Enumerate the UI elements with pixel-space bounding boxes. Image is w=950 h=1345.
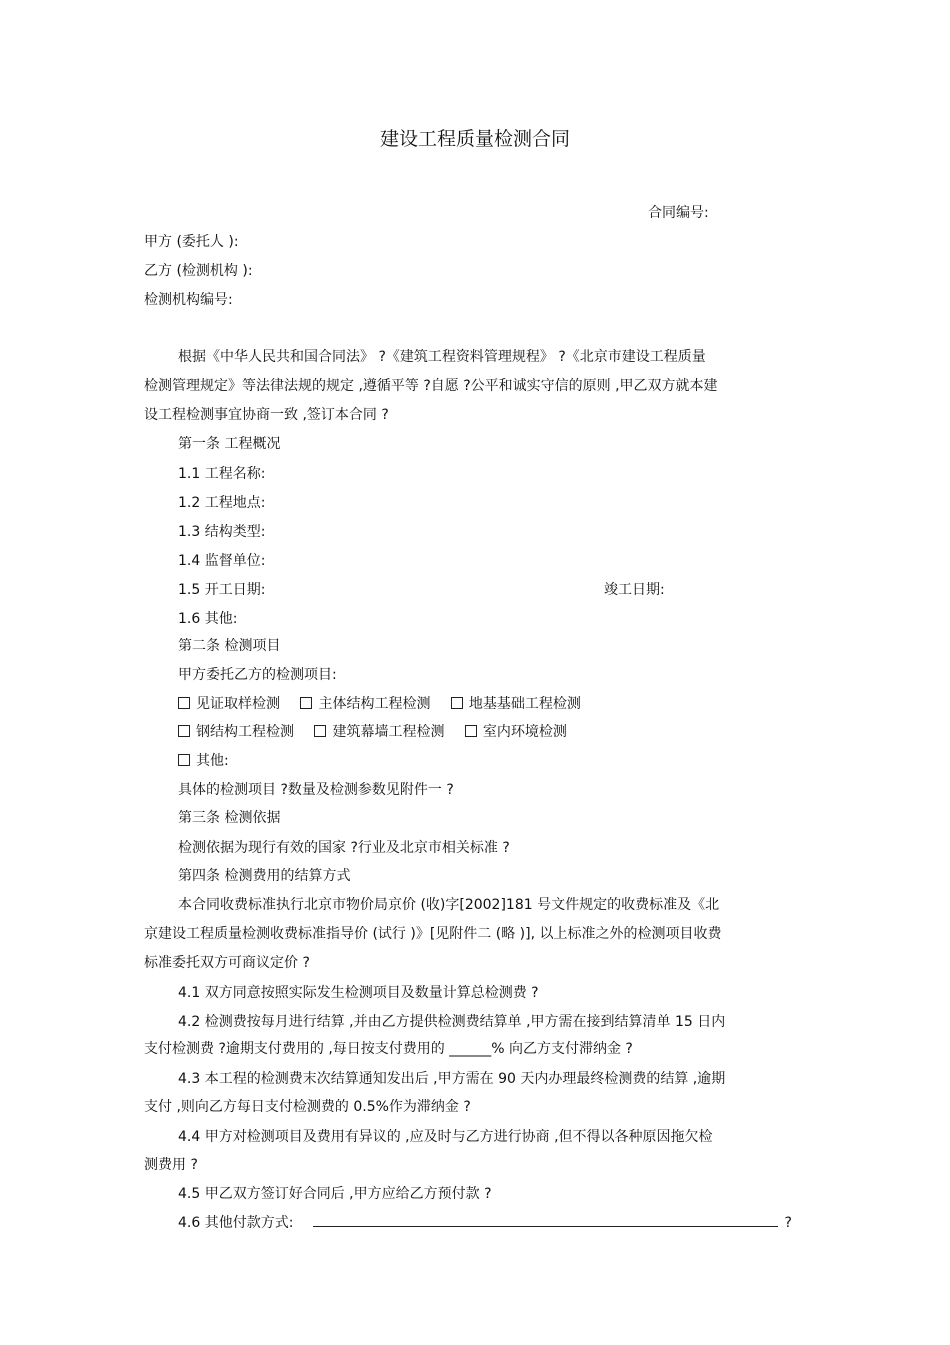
party-a-label: 甲方 (委托人 ): xyxy=(144,234,239,250)
clause-4-5: 4.5 甲乙双方签订好合同后 ,甲方应给乙方预付款 ? xyxy=(178,1186,492,1202)
checkbox-item[interactable] xyxy=(314,723,444,741)
party-b-label: 乙方 (检测机构 ): xyxy=(144,263,253,279)
clause-4-3-line: 支付 ,则向乙方每日支付检测费的 0.5%作为滞纳金 ? xyxy=(144,1099,471,1115)
clause-4-1: 4.1 双方同意按照实际发生检测项目及数量计算总检测费 ? xyxy=(178,985,539,1001)
checkbox-icon[interactable] xyxy=(314,725,326,737)
structure-type-label: 1.3 结构类型: xyxy=(178,524,266,540)
clause-4-2-line: 支付检测费 ?逾期支付费用的 ,每日按支付费用的 ______% 向乙方支付滞纳金 ? xyxy=(144,1041,633,1057)
clause-4-4-line: 4.4 甲方对检测项目及费用有异议的 ,应及时与乙方进行协商 ,但不得以各种原因拖欠检 xyxy=(178,1129,713,1145)
article-2-heading: 第二条 检测项目 xyxy=(178,638,281,654)
start-date-label: 1.5 开工日期: xyxy=(178,582,266,598)
clause-4-6-label: 4.6 其他付款方式: xyxy=(178,1215,294,1231)
clause-4-3-line: 4.3 本工程的检测费末次结算通知发出后 ,甲方需在 90 天内办理最终检测费的结算 ,逾期 xyxy=(178,1071,726,1087)
checkbox-icon[interactable] xyxy=(178,725,190,737)
checkbox-item[interactable] xyxy=(178,695,280,713)
checkbox-icon[interactable] xyxy=(178,754,190,766)
checkbox-item[interactable] xyxy=(300,695,430,713)
contract-number-label: 合同编号: xyxy=(648,205,709,221)
fill-in-blank-line[interactable] xyxy=(313,1214,778,1227)
agency-number-label: 检测机构编号: xyxy=(144,292,233,308)
checkbox-item[interactable] xyxy=(465,723,567,741)
checkbox-item[interactable] xyxy=(178,723,294,741)
clause-4-6-end: ? xyxy=(784,1215,792,1231)
article-3-heading: 第三条 检测依据 xyxy=(178,810,281,826)
clause-4-2-line: 4.2 检测费按每月进行结算 ,并由乙方提供检测费结算单 ,甲方需在接到结算清单 15 日内 xyxy=(178,1014,726,1030)
article-4-paragraph-line: 本合同收费标准执行北京市物价局京价 (收)字[2002]181 号文件规定的收费标准及《北 xyxy=(178,897,720,913)
checkbox-label: 见证取样检测 xyxy=(196,696,280,712)
checkbox-icon[interactable] xyxy=(300,697,312,709)
checkbox-icon[interactable] xyxy=(451,697,463,709)
article-2-intro: 甲方委托乙方的检测项目: xyxy=(178,667,337,683)
checkbox-label: 建筑幕墙工程检测 xyxy=(332,724,445,740)
project-location-label: 1.2 工程地点: xyxy=(178,495,266,511)
clause-4-4-line: 测费用 ? xyxy=(144,1157,198,1173)
checkbox-label: 地基基础工程检测 xyxy=(468,696,581,712)
checkbox-row xyxy=(178,752,245,770)
checkbox-item[interactable] xyxy=(178,752,229,770)
checkbox-row xyxy=(178,723,583,741)
article-4-heading: 第四条 检测费用的结算方式 xyxy=(178,868,351,884)
clause-4-6 xyxy=(178,1214,792,1232)
end-date-label: 竣工日期: xyxy=(604,582,665,598)
checkbox-label: 其他: xyxy=(196,753,229,769)
checkbox-label: 室内环境检测 xyxy=(482,724,567,740)
supervision-unit-label: 1.4 监督单位: xyxy=(178,553,266,569)
checkbox-item[interactable] xyxy=(451,695,581,713)
article-1-heading: 第一条 工程概况 xyxy=(178,436,281,452)
document-title: 建设工程质量检测合同 xyxy=(379,128,570,150)
checkbox-icon[interactable] xyxy=(465,725,477,737)
checkbox-icon[interactable] xyxy=(178,697,190,709)
checkbox-label: 主体结构工程检测 xyxy=(318,696,431,712)
article-4-paragraph-line: 标准委托双方可商议定价 ? xyxy=(144,955,310,971)
project-other-label: 1.6 其他: xyxy=(178,611,238,627)
article-4-paragraph-line: 京建设工程质量检测收费标准指导价 (试行 )》[见附件二 (略 )], 以上标准之外的检测项目收费 xyxy=(144,926,722,942)
preamble-line: 检测管理规定》等法律法规的规定 ,遵循平等 ?自愿 ?公平和诚实守信的原则 ,甲乙双方就本建 xyxy=(144,378,718,394)
checkbox-label: 钢结构工程检测 xyxy=(196,724,294,740)
project-name-label: 1.1 工程名称: xyxy=(178,466,266,482)
preamble-line: 设工程检测事宜协商一致 ,签订本合同 ? xyxy=(144,407,389,423)
article-2-note: 具体的检测项目 ?数量及检测参数见附件一 ? xyxy=(178,782,454,798)
article-3-text: 检测依据为现行有效的国家 ?行业及北京市相关标准 ? xyxy=(178,840,510,856)
checkbox-row xyxy=(178,695,597,713)
preamble-line: 根据《中华人民共和国合同法》 ?《建筑工程资料管理规程》 ?《北京市建设工程质量 xyxy=(178,349,706,365)
